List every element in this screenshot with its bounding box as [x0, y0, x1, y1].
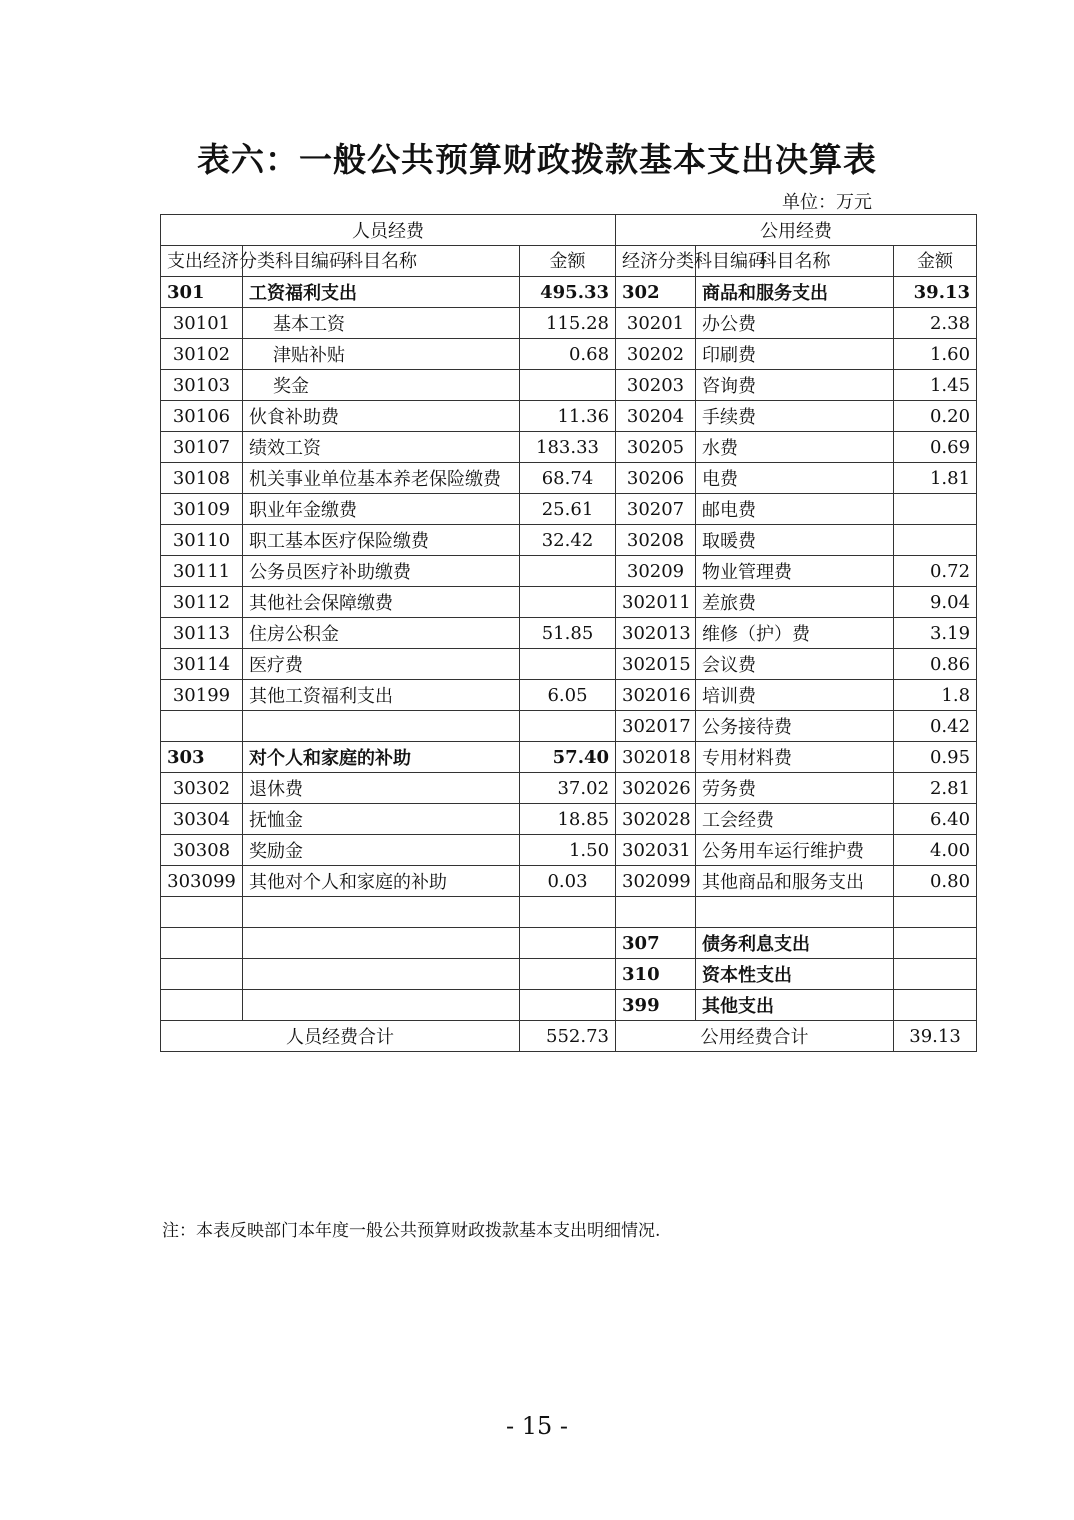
table-row: [161, 680, 977, 711]
right-name-cell: 会议费: [696, 649, 894, 680]
header-left-amount: 金额: [520, 246, 616, 277]
expenditure-table: [160, 214, 977, 1052]
table-row: [161, 804, 977, 835]
left-amount-cell: 183.33: [520, 432, 616, 463]
right-amount-cell: [894, 928, 977, 959]
right-amount-cell: 9.04: [894, 587, 977, 618]
right-code-cell: 302026: [616, 773, 696, 804]
left-name-cell: 抚恤金: [243, 804, 520, 835]
left-name-cell: 机关事业单位基本养老保险缴费: [243, 463, 520, 494]
right-name-cell: 培训费: [696, 680, 894, 711]
left-code-cell: 303: [161, 742, 243, 773]
left-name-cell: 工资福利支出: [243, 277, 520, 308]
right-code-cell: 302017: [616, 711, 696, 742]
right-code-cell: 30208: [616, 525, 696, 556]
right-amount-cell: 1.45: [894, 370, 977, 401]
right-name-cell: 差旅费: [696, 587, 894, 618]
right-code-cell: 302011: [616, 587, 696, 618]
right-name-cell: 其他支出: [696, 990, 894, 1021]
right-code-cell: 30205: [616, 432, 696, 463]
right-name-cell: 物业管理费: [696, 556, 894, 587]
left-amount-cell: 0.68: [520, 339, 616, 370]
right-code-cell: 30203: [616, 370, 696, 401]
right-code-cell: 30201: [616, 308, 696, 339]
right-name-cell: 手续费: [696, 401, 894, 432]
header-left-name: 科目名称: [243, 246, 520, 277]
left-amount-cell: 51.85: [520, 618, 616, 649]
table-row: [161, 494, 977, 525]
left-name-cell: 其他对个人和家庭的补助: [243, 866, 520, 897]
left-code-cell: 30199: [161, 680, 243, 711]
left-code-cell: 30112: [161, 587, 243, 618]
table-row: [161, 866, 977, 897]
left-name-cell: 其他工资福利支出: [243, 680, 520, 711]
right-name-cell: 工会经费: [696, 804, 894, 835]
public-total-value: 39.13: [894, 1021, 977, 1052]
left-amount-cell: 37.02: [520, 773, 616, 804]
table-row: [161, 277, 977, 308]
left-code-cell: [161, 897, 243, 928]
right-code-cell: 399: [616, 990, 696, 1021]
left-amount-cell: [520, 587, 616, 618]
right-code-cell: 302016: [616, 680, 696, 711]
right-name-cell: [696, 897, 894, 928]
left-name-cell: [243, 928, 520, 959]
left-amount-cell: [520, 649, 616, 680]
header-right-amount: 金额: [894, 246, 977, 277]
left-name-cell: 退休费: [243, 773, 520, 804]
right-name-cell: 维修（护）费: [696, 618, 894, 649]
left-name-cell: 津贴补贴: [243, 339, 520, 370]
left-name-cell: [243, 711, 520, 742]
table-row: [161, 339, 977, 370]
right-amount-cell: 0.95: [894, 742, 977, 773]
table-row: [161, 587, 977, 618]
right-amount-cell: 39.13: [894, 277, 977, 308]
right-name-cell: 水费: [696, 432, 894, 463]
right-name-cell: 债务利息支出: [696, 928, 894, 959]
right-amount-cell: 2.38: [894, 308, 977, 339]
left-amount-cell: 115.28: [520, 308, 616, 339]
left-amount-cell: [520, 959, 616, 990]
right-code-cell: 302031: [616, 835, 696, 866]
table-row: [161, 773, 977, 804]
left-code-cell: 30111: [161, 556, 243, 587]
left-amount-cell: [520, 897, 616, 928]
right-amount-cell: 1.81: [894, 463, 977, 494]
right-name-cell: 邮电费: [696, 494, 894, 525]
right-name-cell: 专用材料费: [696, 742, 894, 773]
left-name-cell: [243, 959, 520, 990]
left-name-cell: [243, 897, 520, 928]
section-personnel: 人员经费: [161, 215, 616, 246]
totals-row: [161, 1021, 977, 1052]
table-row: [161, 897, 977, 928]
right-code-cell: 302015: [616, 649, 696, 680]
right-amount-cell: [894, 990, 977, 1021]
header-right-name: 科目名称: [696, 246, 894, 277]
right-amount-cell: [894, 525, 977, 556]
left-code-cell: 301: [161, 277, 243, 308]
left-code-cell: 30106: [161, 401, 243, 432]
table-row: [161, 959, 977, 990]
personnel-total-value: 552.73: [520, 1021, 616, 1052]
right-amount-cell: 0.80: [894, 866, 977, 897]
table-row: [161, 370, 977, 401]
left-code-cell: [161, 990, 243, 1021]
section-public: 公用经费: [616, 215, 977, 246]
right-name-cell: 办公费: [696, 308, 894, 339]
right-code-cell: 307: [616, 928, 696, 959]
left-amount-cell: 0.03: [520, 866, 616, 897]
left-name-cell: 奖励金: [243, 835, 520, 866]
left-name-cell: 伙食补助费: [243, 401, 520, 432]
right-code-cell: 302028: [616, 804, 696, 835]
left-amount-cell: 495.33: [520, 277, 616, 308]
right-code-cell: 302018: [616, 742, 696, 773]
right-amount-cell: 3.19: [894, 618, 977, 649]
left-amount-cell: 1.50: [520, 835, 616, 866]
left-code-cell: 30308: [161, 835, 243, 866]
table-row: [161, 835, 977, 866]
right-code-cell: 30207: [616, 494, 696, 525]
right-code-cell: 30204: [616, 401, 696, 432]
right-code-cell: 302099: [616, 866, 696, 897]
right-name-cell: 公务用车运行维护费: [696, 835, 894, 866]
left-code-cell: 30304: [161, 804, 243, 835]
left-name-cell: 公务员医疗补助缴费: [243, 556, 520, 587]
left-code-cell: 30110: [161, 525, 243, 556]
left-code-cell: 30101: [161, 308, 243, 339]
left-amount-cell: 11.36: [520, 401, 616, 432]
header-left-code: 支出经济分类科目编码: [161, 246, 243, 277]
left-name-cell: [243, 990, 520, 1021]
table-row: [161, 990, 977, 1021]
right-amount-cell: [894, 959, 977, 990]
page-title: 表六：一般公共预算财政拨款基本支出决算表: [197, 140, 877, 179]
right-amount-cell: 1.60: [894, 339, 977, 370]
right-amount-cell: 6.40: [894, 804, 977, 835]
section-header-row: [161, 215, 977, 246]
left-code-cell: 30109: [161, 494, 243, 525]
left-name-cell: 对个人和家庭的补助: [243, 742, 520, 773]
right-name-cell: 资本性支出: [696, 959, 894, 990]
left-code-cell: 303099: [161, 866, 243, 897]
right-amount-cell: 0.20: [894, 401, 977, 432]
left-amount-cell: [520, 556, 616, 587]
right-name-cell: 其他商品和服务支出: [696, 866, 894, 897]
table-row: [161, 928, 977, 959]
left-code-cell: 30102: [161, 339, 243, 370]
right-code-cell: [616, 897, 696, 928]
right-amount-cell: 0.69: [894, 432, 977, 463]
right-amount-cell: 0.86: [894, 649, 977, 680]
personnel-total-label: 人员经费合计: [161, 1021, 520, 1052]
right-code-cell: 30209: [616, 556, 696, 587]
left-name-cell: 基本工资: [243, 308, 520, 339]
right-name-cell: 商品和服务支出: [696, 277, 894, 308]
left-amount-cell: [520, 928, 616, 959]
left-amount-cell: 57.40: [520, 742, 616, 773]
public-total-label: 公用经费合计: [616, 1021, 894, 1052]
table-row: [161, 742, 977, 773]
table-row: [161, 432, 977, 463]
left-code-cell: 30113: [161, 618, 243, 649]
right-name-cell: 劳务费: [696, 773, 894, 804]
right-amount-cell: [894, 897, 977, 928]
table-row: [161, 463, 977, 494]
right-name-cell: 咨询费: [696, 370, 894, 401]
left-code-cell: 30302: [161, 773, 243, 804]
footnote: 注：本表反映部门本年度一般公共预算财政拨款基本支出明细情况.: [162, 1221, 661, 1241]
right-amount-cell: 2.81: [894, 773, 977, 804]
right-name-cell: 公务接待费: [696, 711, 894, 742]
table-row: [161, 649, 977, 680]
table-row: [161, 401, 977, 432]
left-code-cell: 30108: [161, 463, 243, 494]
left-name-cell: 医疗费: [243, 649, 520, 680]
right-name-cell: 印刷费: [696, 339, 894, 370]
right-amount-cell: 0.72: [894, 556, 977, 587]
right-name-cell: 取暖费: [696, 525, 894, 556]
right-amount-cell: [894, 494, 977, 525]
left-amount-cell: [520, 711, 616, 742]
left-amount-cell: [520, 370, 616, 401]
header-right-code: 经济分类科目编码: [616, 246, 696, 277]
left-amount-cell: 18.85: [520, 804, 616, 835]
left-code-cell: [161, 711, 243, 742]
left-name-cell: 职业年金缴费: [243, 494, 520, 525]
left-code-cell: 30107: [161, 432, 243, 463]
table-row: [161, 711, 977, 742]
table-row: [161, 556, 977, 587]
left-name-cell: 职工基本医疗保险缴费: [243, 525, 520, 556]
column-header-row: [161, 246, 977, 277]
unit-label: 单位：万元: [782, 192, 872, 213]
left-amount-cell: 6.05: [520, 680, 616, 711]
table-row: [161, 618, 977, 649]
table-row: [161, 308, 977, 339]
right-code-cell: 30206: [616, 463, 696, 494]
left-name-cell: 奖金: [243, 370, 520, 401]
table-row: [161, 525, 977, 556]
right-code-cell: 302: [616, 277, 696, 308]
left-code-cell: 30114: [161, 649, 243, 680]
left-code-cell: [161, 959, 243, 990]
right-code-cell: 310: [616, 959, 696, 990]
right-code-cell: 30202: [616, 339, 696, 370]
left-name-cell: 绩效工资: [243, 432, 520, 463]
right-amount-cell: 0.42: [894, 711, 977, 742]
right-name-cell: 电费: [696, 463, 894, 494]
right-amount-cell: 1.8: [894, 680, 977, 711]
right-code-cell: 302013: [616, 618, 696, 649]
left-name-cell: 住房公积金: [243, 618, 520, 649]
left-amount-cell: [520, 990, 616, 1021]
left-code-cell: [161, 928, 243, 959]
right-amount-cell: 4.00: [894, 835, 977, 866]
left-name-cell: 其他社会保障缴费: [243, 587, 520, 618]
left-amount-cell: 32.42: [520, 525, 616, 556]
left-amount-cell: 25.61: [520, 494, 616, 525]
left-code-cell: 30103: [161, 370, 243, 401]
left-amount-cell: 68.74: [520, 463, 616, 494]
page-number: - 15 -: [505, 1412, 568, 1440]
